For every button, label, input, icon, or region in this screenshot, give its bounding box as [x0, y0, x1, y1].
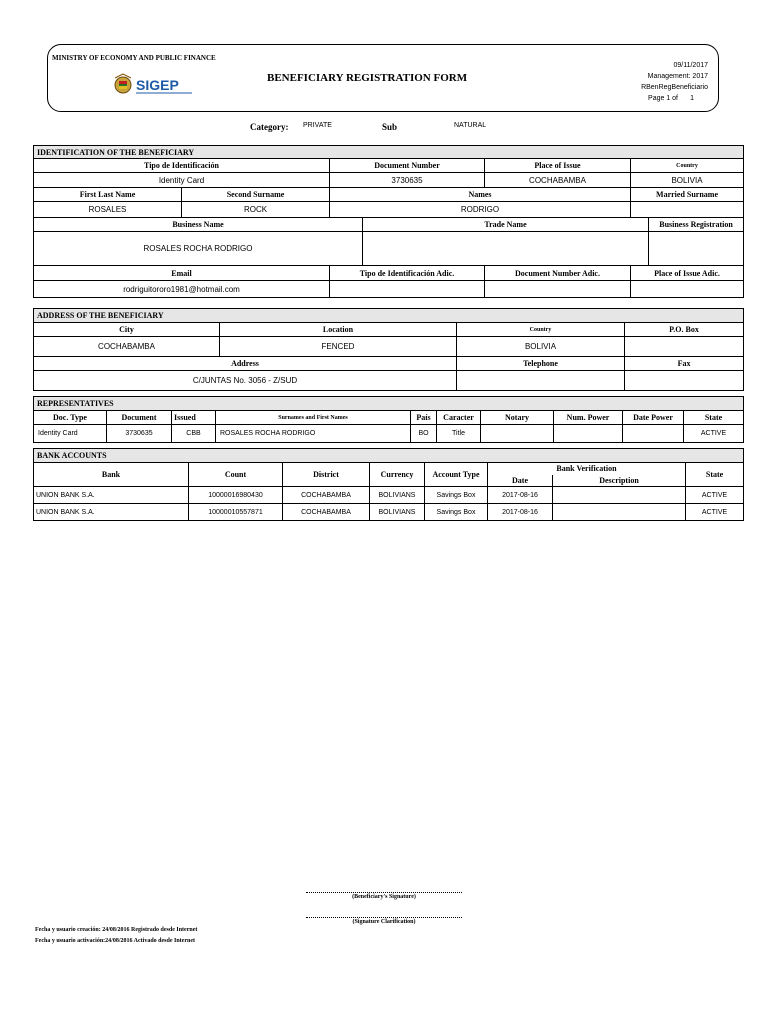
address-country-value: BOLIVIA	[457, 337, 625, 357]
bank-name: UNION BANK S.A.	[34, 504, 189, 521]
col-header: State	[684, 411, 744, 425]
col-header: Surnames and First Names	[216, 411, 411, 425]
col-header: Email	[34, 266, 330, 281]
rep-state: ACTIVE	[684, 425, 744, 443]
email-value: rodriguitororo1981@hotmail.com	[34, 281, 330, 298]
col-header: Count	[189, 463, 283, 487]
col-header: Document Number	[330, 159, 485, 173]
verification-description	[553, 487, 686, 504]
ministry-name: MINISTRY OF ECONOMY AND PUBLIC FINANCE	[52, 54, 216, 62]
second-surname-value: ROCK	[182, 202, 330, 218]
col-header: Location	[220, 323, 457, 337]
col-header: Currency	[370, 463, 425, 487]
table-row	[34, 425, 744, 443]
rep-notary	[481, 425, 554, 443]
sub-label: Sub	[382, 122, 398, 132]
col-header: Second Surname	[182, 188, 330, 202]
col-header: País	[411, 411, 437, 425]
account-count: 10000016980430	[189, 487, 283, 504]
id-type-value: Identity Card	[34, 173, 330, 188]
col-header: Document Number Adic.	[485, 266, 631, 281]
clarification-signature-line	[306, 917, 462, 918]
rep-document: 3730635	[107, 425, 172, 443]
activation-info: Fecha y usuario activación:24/08/2016 Activado desde Internet	[35, 938, 195, 944]
col-header: Description	[553, 475, 686, 487]
representatives-table	[33, 396, 744, 443]
col-header: Place of Issue Adic.	[631, 266, 744, 281]
account-state: ACTIVE	[686, 504, 744, 521]
col-header: City	[34, 323, 220, 337]
rep-num-power	[554, 425, 623, 443]
account-type: Savings Box	[425, 504, 488, 521]
sub-value: NATURAL	[454, 122, 487, 129]
section-title: IDENTIFICATION OF THE BENEFICIARY	[34, 146, 744, 159]
bank-name: UNION BANK S.A.	[34, 487, 189, 504]
coat-of-arms-icon	[112, 72, 197, 98]
city-value: COCHABAMBA	[34, 337, 220, 357]
report-id: RBenRegBeneficiario	[641, 84, 708, 91]
doc-number-adic-value	[485, 281, 631, 298]
business-name-value: ROSALES ROCHA RODRIGO	[34, 232, 363, 266]
col-header: Business Name	[34, 218, 363, 232]
col-header: Telephone	[457, 357, 625, 371]
fax-value	[625, 371, 744, 391]
place-issue-adic-value	[631, 281, 744, 298]
form-title: BENEFICIARY REGISTRATION FORM	[267, 72, 468, 84]
management-year: Management: 2017	[647, 73, 708, 80]
country-value: BOLIVIA	[631, 173, 744, 188]
account-state: ACTIVE	[686, 487, 744, 504]
married-surname-value	[631, 202, 744, 218]
business-registration-value	[649, 232, 744, 266]
creation-info: Fecha y usuario creación: 24/08/2016 Registrado desde Internet	[35, 927, 198, 933]
account-type: Savings Box	[425, 487, 488, 504]
account-currency: BOLIVIANS	[370, 487, 425, 504]
account-currency: BOLIVIANS	[370, 504, 425, 521]
col-header: Married Surname	[631, 188, 744, 202]
col-header: Tipo de Identificación Adic.	[330, 266, 485, 281]
section-title: BANK ACCOUNTS	[34, 449, 744, 463]
logo-text: SIGEP	[136, 77, 179, 93]
table-row	[34, 504, 744, 521]
category-value: PRIVATE	[303, 122, 332, 129]
col-header: Bank	[34, 463, 189, 487]
rep-names: ROSALES ROCHA RODRIGO	[216, 425, 411, 443]
col-header: Date Power	[623, 411, 684, 425]
telephone-value	[457, 371, 625, 391]
verification-date: 2017-08-16	[488, 504, 553, 521]
account-district: COCHABAMBA	[283, 487, 370, 504]
col-header: Date	[488, 475, 553, 487]
col-header: State	[686, 463, 744, 487]
col-header: Notary	[481, 411, 554, 425]
col-header: District	[283, 463, 370, 487]
col-header: Tipo de Identificación	[34, 159, 330, 173]
account-district: COCHABAMBA	[283, 504, 370, 521]
sigep-logo	[112, 72, 197, 98]
page-label: Page 1 of	[648, 95, 678, 102]
beneficiary-signature-line	[306, 892, 462, 893]
rep-issued: CBB	[172, 425, 216, 443]
table-row	[34, 487, 744, 504]
col-header: Fax	[625, 357, 744, 371]
col-header: P.O. Box	[625, 323, 744, 337]
col-header: Document	[107, 411, 172, 425]
col-header: Address	[34, 357, 457, 371]
clarification-signature-label: (Signature Clarification)	[352, 919, 416, 925]
verification-description	[553, 504, 686, 521]
trade-name-value	[363, 232, 649, 266]
report-date: 09/11/2017	[673, 62, 708, 69]
beneficiary-signature-label: (Beneficiary's Signature)	[352, 894, 416, 900]
first-last-name-value: ROSALES	[34, 202, 182, 218]
address-value: C/JUNTAS No. 3056 - Z/SUD	[34, 371, 457, 391]
doc-number-value: 3730635	[330, 173, 485, 188]
names-value: RODRIGO	[330, 202, 631, 218]
section-title: REPRESENTATIVES	[34, 397, 744, 411]
col-header: Names	[330, 188, 631, 202]
identification-table	[33, 145, 744, 298]
col-header: Doc. Type	[34, 411, 107, 425]
po-box-value	[625, 337, 744, 357]
col-header: First Last Name	[34, 188, 182, 202]
category-label: Category:	[250, 122, 289, 132]
page-total: 1	[690, 95, 694, 102]
location-value: FENCED	[220, 337, 457, 357]
bank-accounts-table	[33, 448, 744, 521]
account-count: 10000010557871	[189, 504, 283, 521]
col-header: Business Registration	[649, 218, 744, 232]
rep-doc-type: Identity Card	[34, 425, 107, 443]
rep-date-power	[623, 425, 684, 443]
place-issue-value: COCHABAMBA	[485, 173, 631, 188]
col-header: Country	[631, 159, 744, 173]
col-header: Place of Issue	[485, 159, 631, 173]
id-type-adic-value	[330, 281, 485, 298]
col-header: Num. Power	[554, 411, 623, 425]
col-header: Issued	[172, 411, 216, 425]
rep-caracter: Title	[437, 425, 481, 443]
col-header: Bank Verification	[488, 463, 686, 475]
section-title: ADDRESS OF THE BENEFICIARY	[34, 309, 744, 323]
address-table	[33, 308, 744, 391]
col-header: Trade Name	[363, 218, 649, 232]
verification-date: 2017-08-16	[488, 487, 553, 504]
rep-pais: BO	[411, 425, 437, 443]
col-header: Account Type	[425, 463, 488, 487]
col-header: Caracter	[437, 411, 481, 425]
col-header: Country	[457, 323, 625, 337]
